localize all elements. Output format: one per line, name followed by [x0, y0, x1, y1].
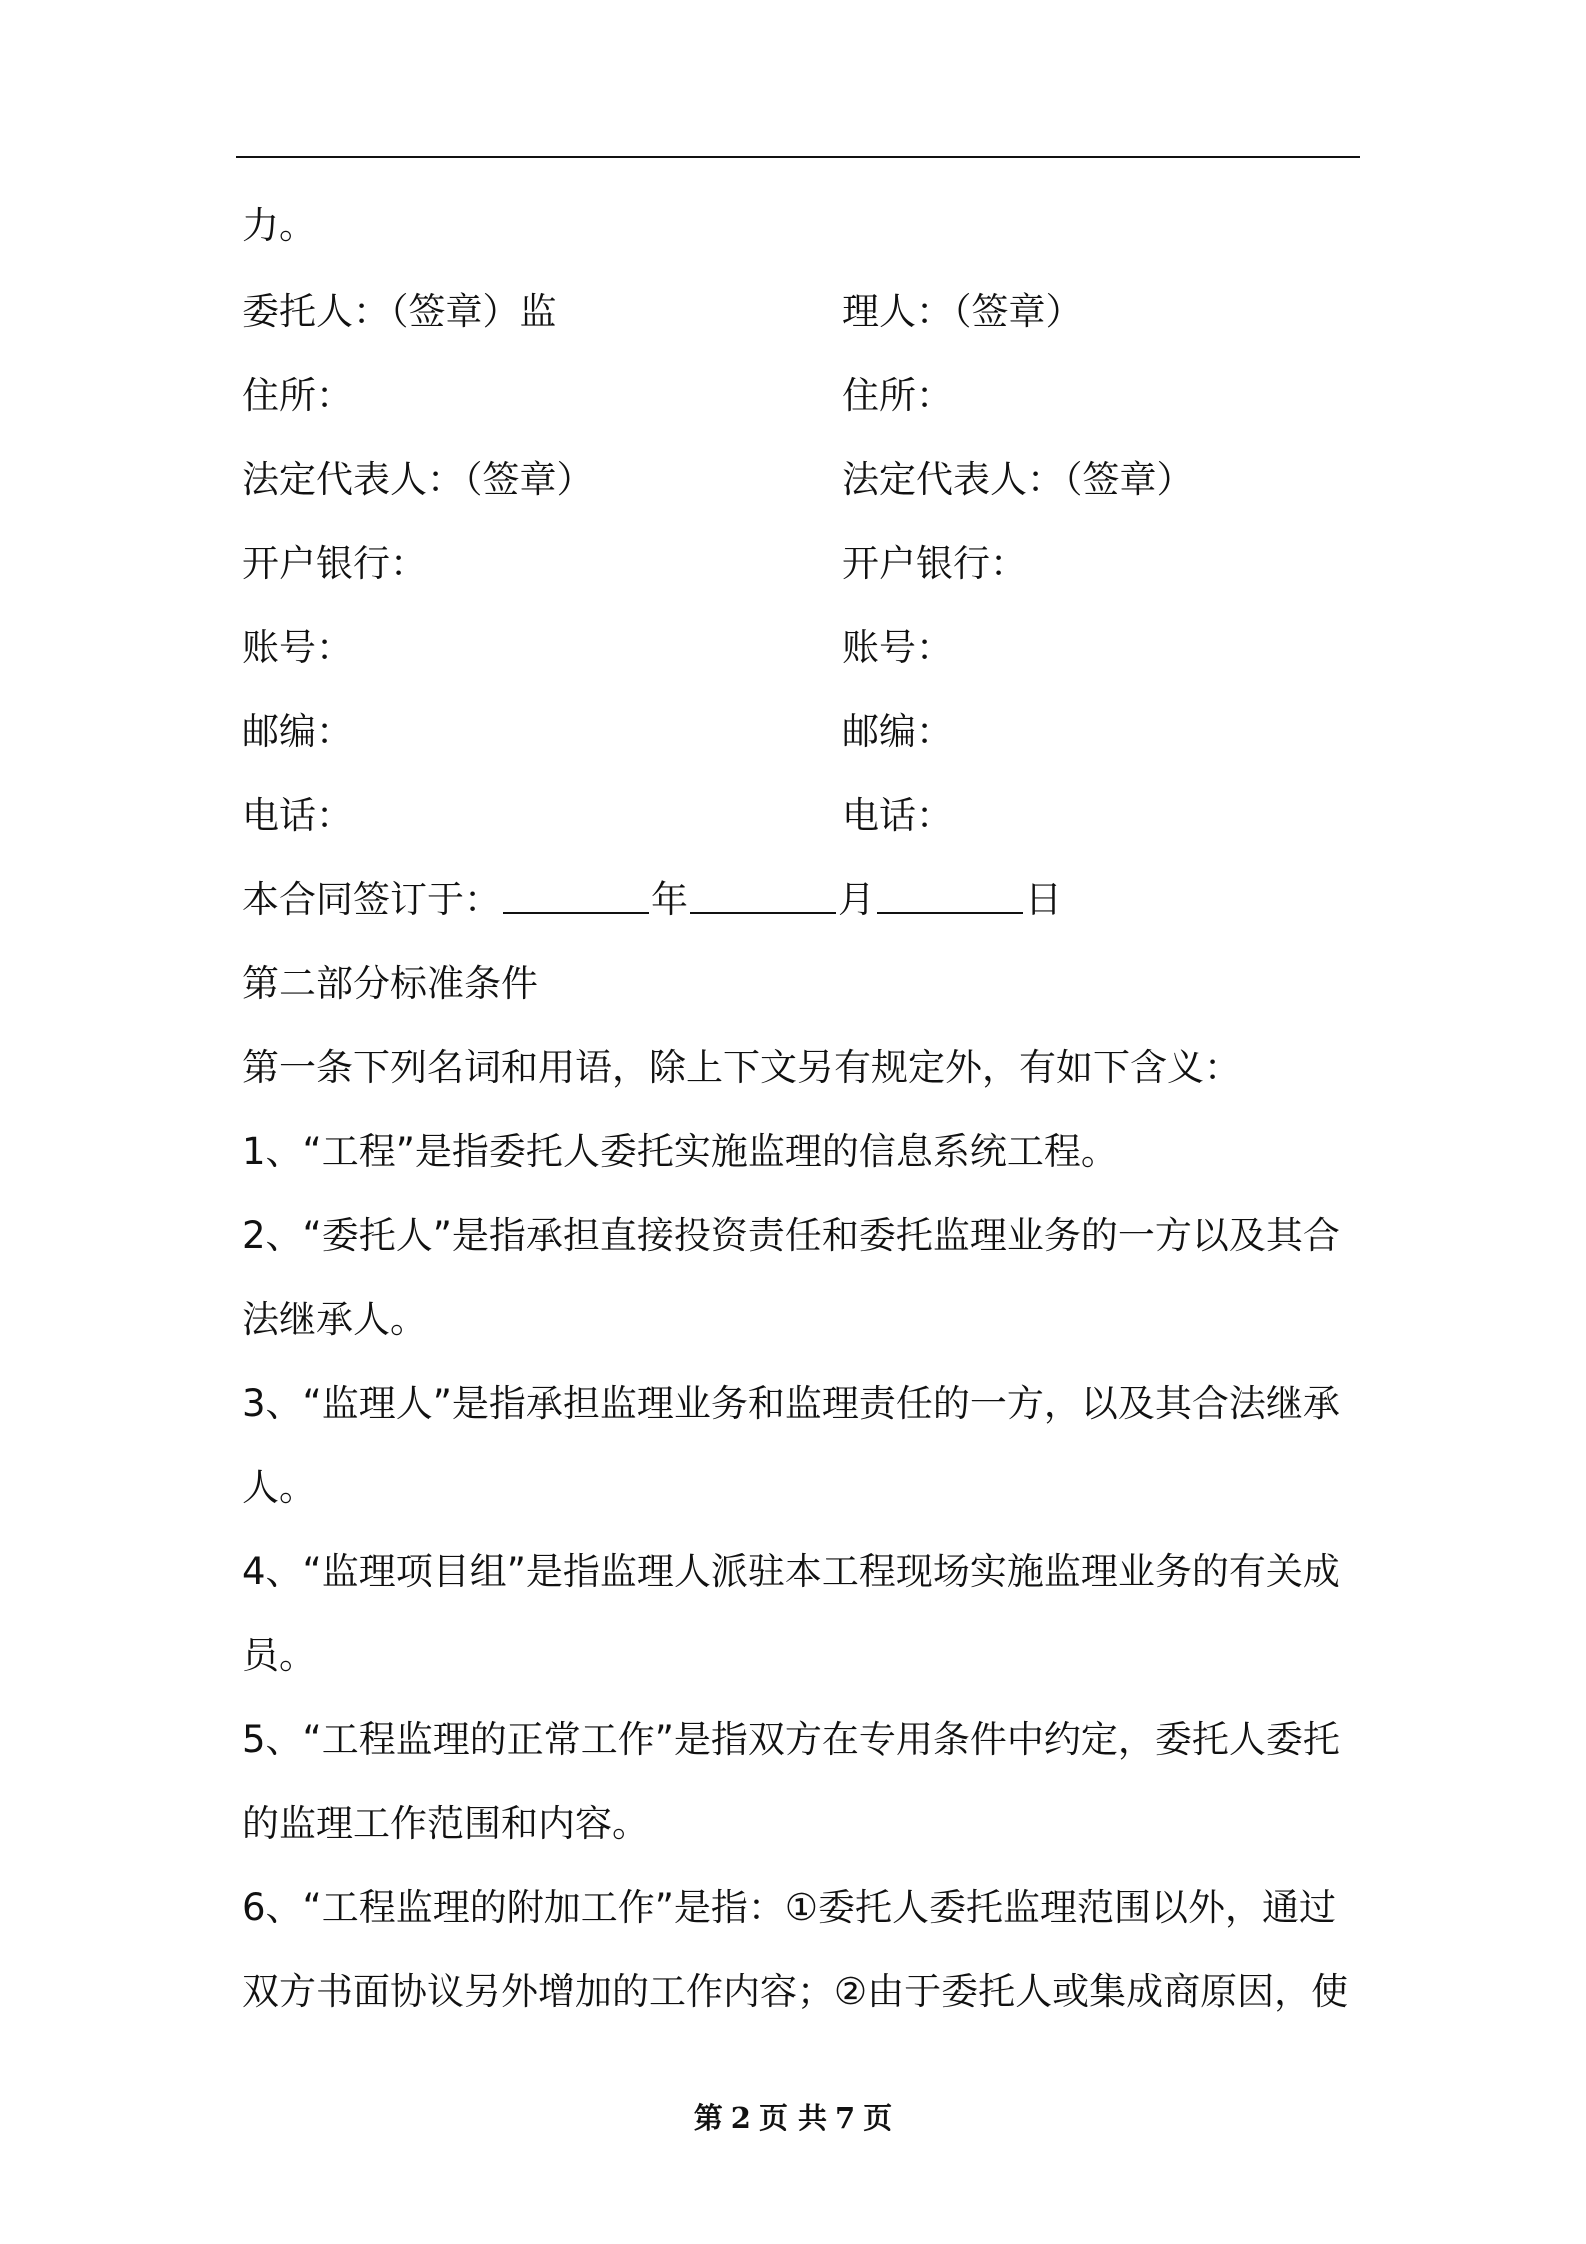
signing-date-line — [242, 870, 1062, 930]
definition-line: 员。 — [242, 1634, 316, 1677]
article-intro: 第一条下列名词和用语，除上下文另有规定外，有如下含义： — [242, 1046, 1241, 1089]
page-current: 2 — [730, 2101, 751, 2135]
right-legal-rep: 法定代表人：（签章） — [842, 458, 1194, 501]
opening-fragment: 力。 — [242, 204, 316, 247]
page-mid: 页 共 — [758, 2101, 828, 2135]
left-signer: 委托人：（签章）监 — [242, 290, 557, 333]
definition-line: 1、“工程”是指委托人委托实施监理的信息系统工程。 — [242, 1130, 1118, 1173]
page-footer — [0, 2096, 1586, 2137]
month-label: 月 — [838, 878, 875, 921]
part-title: 第二部分标准条件 — [242, 962, 538, 1005]
definition-line: 4、“监理项目组”是指监理人派驻本工程现场实施监理业务的有关成 — [242, 1550, 1340, 1593]
header-rule — [236, 156, 1360, 158]
left-postcode: 邮编： — [242, 710, 353, 753]
definition-line: 6、“工程监理的附加工作”是指：①委托人委托监理范围以外，通过 — [242, 1886, 1337, 1929]
right-address: 住所： — [842, 374, 953, 417]
left-bank: 开户银行： — [242, 542, 427, 585]
right-bank: 开户银行： — [842, 542, 1027, 585]
signing-date-prefix: 本合同签订于： — [242, 878, 501, 921]
left-account: 账号： — [242, 626, 353, 669]
day-blank — [877, 872, 1023, 914]
right-account: 账号： — [842, 626, 953, 669]
day-label: 日 — [1025, 878, 1062, 921]
definition-line: 5、“工程监理的正常工作”是指双方在专用条件中约定，委托人委托 — [242, 1718, 1340, 1761]
left-address: 住所： — [242, 374, 353, 417]
definition-line: 双方书面协议另外增加的工作内容；②由于委托人或集成商原因，使 — [242, 1970, 1349, 2013]
page-prefix: 第 — [693, 2101, 723, 2135]
right-postcode: 邮编： — [842, 710, 953, 753]
definition-line: 2、“委托人”是指承担直接投资责任和委托监理业务的一方以及其合 — [242, 1214, 1340, 1257]
month-blank — [690, 872, 836, 914]
definition-line: 人。 — [242, 1466, 316, 1509]
year-blank — [503, 872, 649, 914]
right-phone: 电话： — [842, 794, 953, 837]
page-total: 7 — [835, 2101, 856, 2135]
definition-line: 法继承人。 — [242, 1298, 427, 1341]
left-legal-rep: 法定代表人：（签章） — [242, 458, 594, 501]
right-signer: 理人：（签章） — [842, 290, 1083, 333]
year-label: 年 — [651, 878, 688, 921]
left-phone: 电话： — [242, 794, 353, 837]
definition-line: 的监理工作范围和内容。 — [242, 1802, 649, 1845]
definition-line: 3、“监理人”是指承担监理业务和监理责任的一方，以及其合法继承 — [242, 1382, 1340, 1425]
page-suffix: 页 — [863, 2101, 893, 2135]
